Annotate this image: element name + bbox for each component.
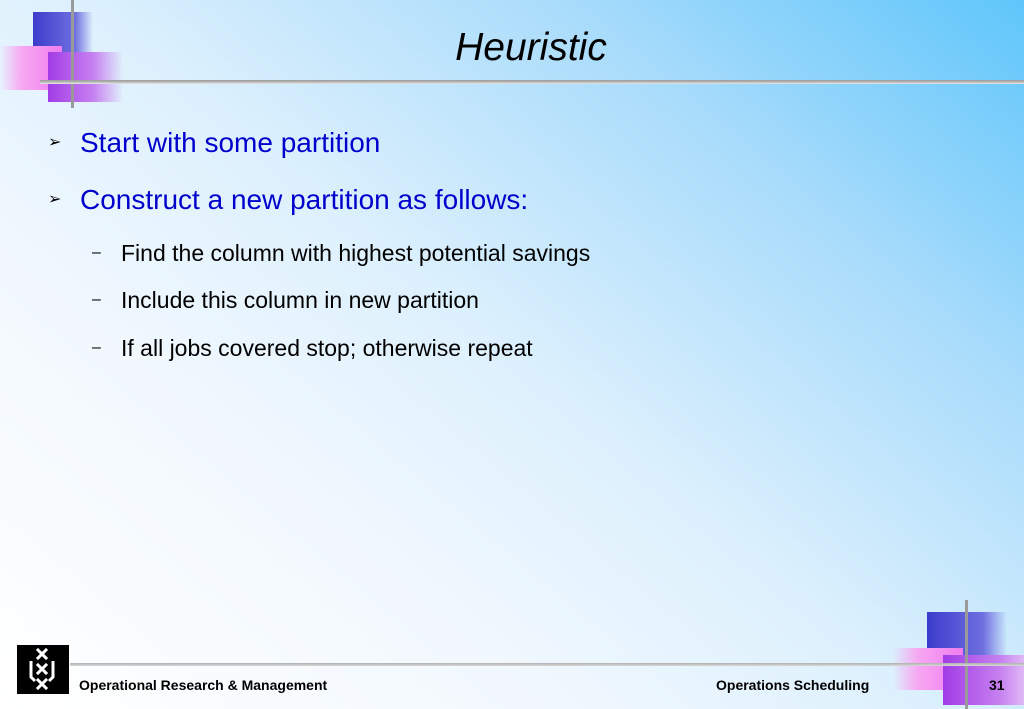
sub-bullet-text: Include this column in new partition <box>121 287 479 313</box>
dash-bullet-icon: – <box>92 339 101 356</box>
sub-bullet-text: Find the column with highest potential savings <box>121 240 591 266</box>
bullet-text: Start with some partition <box>80 127 381 158</box>
arrow-bullet-icon: ➢ <box>48 134 62 151</box>
dash-bullet-icon: – <box>92 291 101 308</box>
decoration-vertical-line <box>965 600 968 709</box>
page-number: 31 <box>989 677 1005 693</box>
title-rule <box>40 80 1024 84</box>
slide-title: Heuristic <box>455 26 607 69</box>
dash-bullet-icon: – <box>92 244 101 261</box>
arrow-bullet-icon: ➢ <box>48 191 62 208</box>
footer-rule <box>70 663 1024 666</box>
university-crest-icon <box>17 645 69 694</box>
footer-right-text: Operations Scheduling <box>716 677 870 693</box>
footer-left-text: Operational Research & Management <box>79 677 328 693</box>
bullet-text: Construct a new partition as follows: <box>80 184 529 215</box>
sub-bullet-text: If all jobs covered stop; otherwise repeat <box>121 335 533 361</box>
